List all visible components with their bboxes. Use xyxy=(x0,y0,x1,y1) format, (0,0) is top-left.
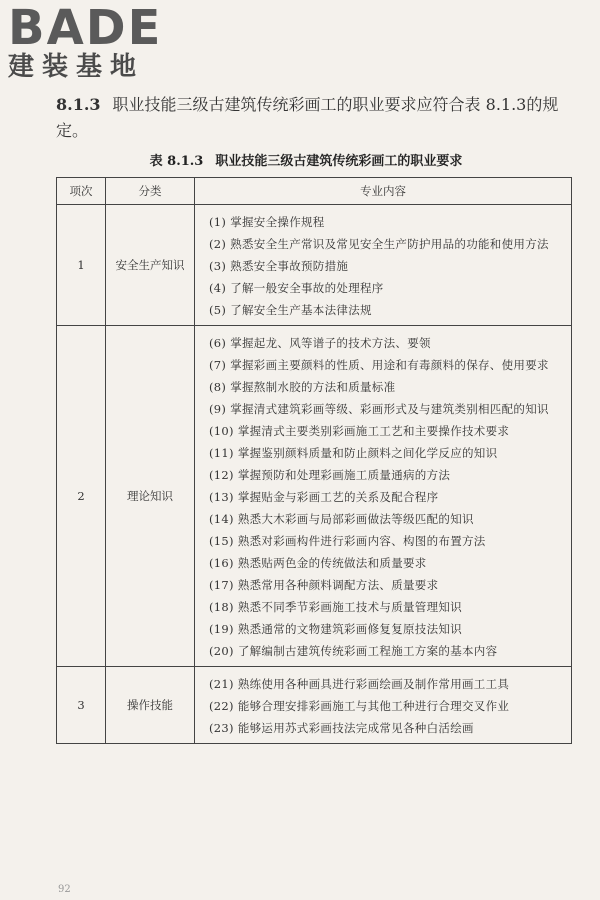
content-item xyxy=(209,640,561,662)
content-item-number: (2) xyxy=(209,237,227,251)
content-item xyxy=(209,442,561,464)
content-item-number: (23) xyxy=(209,721,234,735)
content-item-text: 掌握清式主要类别彩画施工工艺和主要操作技术要求 xyxy=(237,424,510,438)
content-item xyxy=(209,420,561,442)
content-item xyxy=(209,376,561,398)
content-item xyxy=(209,255,561,277)
table-caption-text: 职业技能三级古建筑传统彩画工的职业要求 xyxy=(215,154,463,169)
content-item-number: (18) xyxy=(209,600,234,614)
content-item-number: (17) xyxy=(209,578,234,592)
content-item-number: (13) xyxy=(209,490,234,504)
row-content xyxy=(195,326,572,667)
content-item-text: 掌握清式建筑彩画等级、彩画形式及与建筑类别相匹配的知识 xyxy=(230,402,549,416)
clause-text: 职业技能三级古建筑传统彩画工的职业要求应符合表 8.1.3的规定。 xyxy=(56,95,559,140)
content-item-number: (11) xyxy=(209,446,234,460)
table-row xyxy=(57,205,572,326)
content-item-text: 熟悉不同季节彩画施工技术与质量管理知识 xyxy=(237,600,463,614)
requirements-table xyxy=(56,177,572,744)
table-header-row xyxy=(57,178,572,205)
content-item-text: 熟悉贴两色金的传统做法和质量要求 xyxy=(237,556,427,570)
header-item-number: 项次 xyxy=(57,178,106,205)
content-item xyxy=(209,530,561,552)
content-item-number: (14) xyxy=(209,512,234,526)
content-item-text: 能够合理安排彩画施工与其他工种进行合理交叉作业 xyxy=(237,699,510,713)
content-item-text: 了解安全生产基本法律法规 xyxy=(230,303,372,317)
content-item xyxy=(209,695,561,717)
content-item-number: (1) xyxy=(209,215,227,229)
content-item xyxy=(209,552,561,574)
content-item-number: (7) xyxy=(209,358,227,372)
logo-subtitle: 建装基地 xyxy=(8,52,145,82)
content-item-text: 熟悉安全生产常识及常见安全生产防护用品的功能和使用方法 xyxy=(230,237,549,251)
table-row xyxy=(57,326,572,667)
clause-paragraph xyxy=(56,92,576,144)
row-item-number: 3 xyxy=(57,667,106,744)
row-content xyxy=(195,205,572,326)
content-item xyxy=(209,398,561,420)
content-item-text: 熟悉大木彩画与局部彩画做法等级匹配的知识 xyxy=(237,512,474,526)
row-item-number: 2 xyxy=(57,326,106,667)
content-item-number: (22) xyxy=(209,699,234,713)
content-item-text: 掌握贴金与彩画工艺的关系及配合程序 xyxy=(237,490,439,504)
content-item xyxy=(209,508,561,530)
content-item xyxy=(209,673,561,695)
row-category: 安全生产知识 xyxy=(106,205,195,326)
row-category: 理论知识 xyxy=(106,326,195,667)
content-item-text: 掌握安全操作规程 xyxy=(230,215,325,229)
content-item xyxy=(209,299,561,321)
header-content: 专业内容 xyxy=(195,178,572,205)
content-item xyxy=(209,354,561,376)
content-item-text: 熟悉安全事故预防措施 xyxy=(230,259,349,273)
content-item-number: (21) xyxy=(209,677,234,691)
header-category: 分类 xyxy=(106,178,195,205)
content-item-number: (20) xyxy=(209,644,234,658)
brand-logo xyxy=(8,2,178,82)
content-item-number: (15) xyxy=(209,534,234,548)
content-item-text: 掌握起龙、风等谱子的技术方法、要领 xyxy=(230,336,431,350)
content-item-number: (5) xyxy=(209,303,227,317)
content-item xyxy=(209,332,561,354)
content-item xyxy=(209,464,561,486)
content-item-text: 熟悉对彩画构件进行彩画内容、构图的布置方法 xyxy=(237,534,486,548)
content-item xyxy=(209,211,561,233)
content-item-text: 能够运用苏式彩画技法完成常见各种白活绘画 xyxy=(237,721,474,735)
content-item-number: (19) xyxy=(209,622,234,636)
row-category: 操作技能 xyxy=(106,667,195,744)
content-item-text: 掌握预防和处理彩画施工质量通病的方法 xyxy=(237,468,451,482)
table-body xyxy=(57,205,572,744)
content-item xyxy=(209,618,561,640)
logo-wordmark: BADE xyxy=(8,0,163,56)
row-content xyxy=(195,667,572,744)
page-number: 92 xyxy=(58,884,71,895)
content-item xyxy=(209,233,561,255)
content-item-number: (9) xyxy=(209,402,227,416)
table-caption-number: 表 8.1.3 xyxy=(149,154,204,169)
content-item-number: (12) xyxy=(209,468,234,482)
table-caption xyxy=(56,150,556,169)
content-item-text: 熟练使用各种画具进行彩画绘画及制作常用画工工具 xyxy=(237,677,510,691)
content-item xyxy=(209,486,561,508)
content-item-text: 了解编制古建筑传统彩画工程施工方案的基本内容 xyxy=(237,644,498,658)
row-item-number: 1 xyxy=(57,205,106,326)
content-item-text: 掌握鉴别颜料质量和防止颜料之间化学反应的知识 xyxy=(237,446,498,460)
content-item-text: 熟悉通常的文物建筑彩画修复复原技法知识 xyxy=(237,622,463,636)
content-item xyxy=(209,717,561,739)
content-item xyxy=(209,574,561,596)
content-item-number: (3) xyxy=(209,259,227,273)
content-item-text: 了解一般安全事故的处理程序 xyxy=(230,281,384,295)
clause-number: 8.1.3 xyxy=(56,95,101,114)
content-item-text: 掌握彩画主要颜料的性质、用途和有毒颜料的保存、使用要求 xyxy=(230,358,549,372)
content-item-number: (10) xyxy=(209,424,234,438)
content-item xyxy=(209,277,561,299)
content-item-number: (8) xyxy=(209,380,227,394)
content-item-text: 掌握熬制水胶的方法和质量标准 xyxy=(230,380,396,394)
content-item-number: (6) xyxy=(209,336,227,350)
content-item-number: (4) xyxy=(209,281,227,295)
content-item xyxy=(209,596,561,618)
content-item-number: (16) xyxy=(209,556,234,570)
table-row xyxy=(57,667,572,744)
content-item-text: 熟悉常用各种颜料调配方法、质量要求 xyxy=(237,578,439,592)
